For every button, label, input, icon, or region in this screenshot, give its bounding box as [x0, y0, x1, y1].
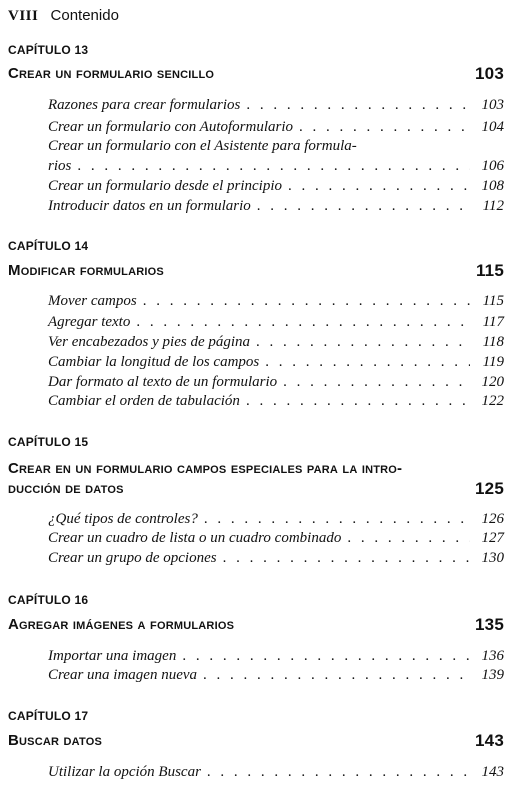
entry-page: 103 — [481, 97, 504, 113]
toc-entry[interactable] — [48, 95, 504, 115]
dot-leader — [299, 117, 470, 137]
toc-entry[interactable] — [48, 646, 504, 666]
chapter-page: 115 — [475, 261, 504, 280]
toc-entry[interactable] — [48, 548, 504, 568]
entry-title: ¿Qué tipos de controles? — [48, 511, 198, 527]
chapter-title-row — [8, 615, 504, 635]
entry-page: 122 — [481, 393, 504, 409]
toc-entry[interactable] — [48, 196, 504, 216]
toc-entry[interactable] — [48, 136, 504, 176]
chapter-page: 143 — [475, 731, 504, 750]
entry-title: Crear una imagen nueva — [48, 667, 198, 683]
entry-title-line2: rios — [48, 158, 72, 174]
chapter-title-block — [8, 459, 504, 499]
entry-page: 136 — [481, 648, 504, 664]
dot-leader — [246, 391, 470, 411]
chapter-label: CAPÍTULO 15 — [8, 435, 89, 449]
toc-entry[interactable] — [48, 332, 504, 352]
chapter-page: 103 — [475, 64, 504, 83]
entry-page: 139 — [481, 667, 504, 683]
entry-title: Ver encabezados y pies de página — [48, 334, 251, 350]
toc-entry[interactable] — [48, 391, 504, 411]
dot-leader — [207, 762, 470, 782]
dot-leader — [77, 156, 470, 176]
toc-entry[interactable] — [48, 665, 504, 685]
dot-leader — [204, 509, 470, 529]
dot-leader — [203, 665, 470, 685]
entry-title: Cambiar el orden de tabulación — [48, 393, 240, 409]
entry-title: Introducir datos en un formulario — [48, 198, 251, 214]
entry-page: 126 — [481, 511, 504, 527]
entry-line2 — [48, 156, 504, 176]
toc-entry[interactable] — [48, 291, 504, 311]
entry-page: 119 — [482, 354, 504, 370]
chapter-title-row — [8, 479, 504, 499]
toc-entry[interactable] — [48, 528, 504, 548]
chapter-title: Modificar formularios — [8, 262, 164, 279]
entry-title: Crear un formulario con Autoformulario — [48, 119, 294, 135]
toc-entry[interactable] — [48, 176, 504, 196]
entry-page: 108 — [481, 178, 504, 194]
toc-entry[interactable] — [48, 352, 504, 372]
entry-title: Agregar texto — [48, 314, 131, 330]
entry-page: 115 — [482, 293, 504, 309]
entry-title: Importar una imagen — [48, 648, 177, 664]
chapter-label: CAPÍTULO 16 — [8, 593, 89, 607]
chapter-page: 135 — [475, 615, 504, 634]
chapter-title: Agregar imágenes a formularios — [8, 616, 235, 633]
dot-leader — [283, 372, 470, 392]
dot-leader — [223, 548, 470, 568]
toc-entry[interactable] — [48, 509, 504, 529]
chapter-title-row — [8, 64, 504, 84]
entry-title: Utilizar la opción Buscar — [48, 764, 201, 780]
dot-leader — [347, 528, 470, 548]
dot-leader — [288, 176, 470, 196]
toc-entry[interactable] — [48, 312, 504, 332]
dot-leader — [265, 352, 470, 372]
chapter-title-line1: Crear en un formulario campos especiales para la intro- — [8, 460, 403, 477]
entry-page: 143 — [481, 764, 504, 780]
running-head — [8, 7, 119, 25]
dot-leader — [136, 312, 470, 332]
toc-entry[interactable] — [48, 372, 504, 392]
dot-leader — [256, 332, 470, 352]
entry-page: 120 — [481, 374, 504, 390]
chapter-label: CAPÍTULO 13 — [8, 43, 89, 57]
entry-title: Crear un grupo de opciones — [48, 550, 217, 566]
entry-page: 117 — [482, 314, 504, 330]
entry-title-line1: Crear un formulario con el Asistente para formula- — [48, 138, 357, 154]
entry-page: 130 — [481, 550, 504, 566]
entry-page: 104 — [481, 119, 504, 135]
chapter-label: CAPÍTULO 17 — [8, 709, 89, 723]
entry-page: 112 — [482, 198, 504, 214]
entry-title: Crear un cuadro de lista o un cuadro combinado — [48, 530, 342, 546]
toc-entry[interactable] — [48, 117, 504, 137]
chapter-title-line2: ducción de datos — [8, 480, 124, 497]
entry-title: Razones para crear formularios — [48, 97, 241, 113]
entry-title: Dar formato al texto de un formulario — [48, 374, 278, 390]
chapter-title: Crear un formulario sencillo — [8, 65, 215, 82]
toc-entry[interactable] — [48, 762, 504, 782]
running-title: Contenido — [50, 7, 119, 24]
dot-leader — [143, 291, 470, 311]
dot-leader — [182, 646, 470, 666]
chapter-page: 125 — [475, 479, 504, 498]
entry-page: 106 — [481, 158, 504, 174]
dot-leader — [246, 95, 470, 115]
dot-leader — [257, 196, 470, 216]
page-number: VIII — [8, 8, 39, 24]
entry-title: Cambiar la longitud de los campos — [48, 354, 260, 370]
entry-page: 118 — [482, 334, 504, 350]
chapter-title-row — [8, 261, 504, 281]
entry-title: Crear un formulario desde el principio — [48, 178, 283, 194]
entry-page: 127 — [481, 530, 504, 546]
chapter-title-row — [8, 731, 504, 751]
chapter-label: CAPÍTULO 14 — [8, 239, 89, 253]
chapter-title: Buscar datos — [8, 732, 102, 749]
entry-title: Mover campos — [48, 293, 137, 309]
